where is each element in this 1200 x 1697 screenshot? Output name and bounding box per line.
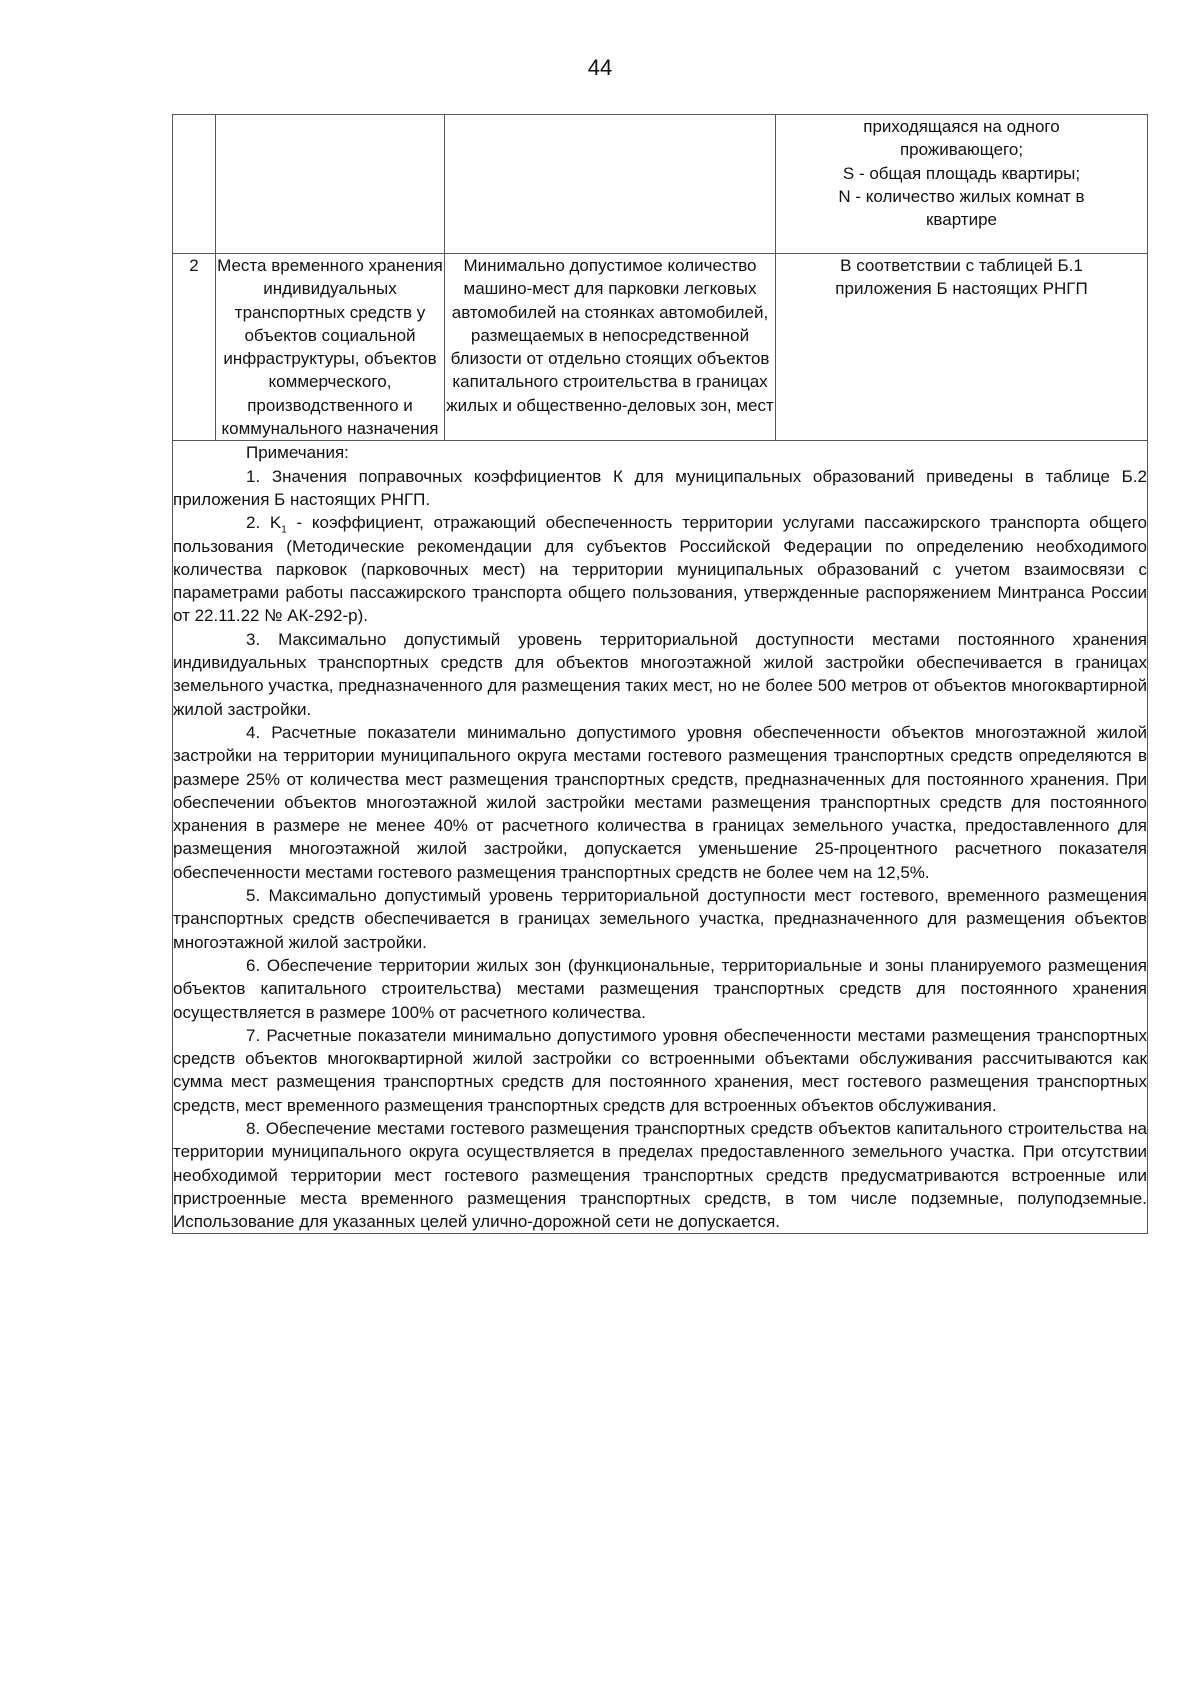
note-item: 1. Значения поправочных коэффициентов К для муниципальных образований приведены в таблице Б.2 приложения Б настоящих РНГП. <box>173 466 1147 509</box>
note-item: 8. Обеспечение местами гостевого размещения транспортных средств объектов капитального строительства на территории муниципального округа осуществляется в пределах предоставленного земельного участка. При отсутствии необходимой территории мест гостевого размещения транспортных средств предусматриваются встроенные или пристроенные места временного размещения транспортных средств, в том числе подземные, полуподземные. Использование для указанных целей улично-дорожной сети не допускается. <box>173 1118 1147 1232</box>
notes-title: Примечания: <box>246 443 349 463</box>
row-indicator-cell: Минимально допустимое количество машино-мест для парковки легковых автомобилей на стоянках автомобилей, размещаемых в непосредственной близости от отдельно стоящих объектов капитального строительства в границах жилых и общественно-деловых зон, мест <box>445 254 776 441</box>
table-row <box>173 254 1148 441</box>
note-item: 3. Максимально допустимый уровень территориальной доступности местами постоянного хранения индивидуальных транспортных средств для объектов многоэтажной жилой застройки обеспечивается в границах земельного участка, предназначенного для размещения таких мест, но не более 500 метров от объектов многоквартирной жилой застройки. <box>173 629 1147 719</box>
row-value-text: приходящаяся на одного проживающего; S - общая площадь квартиры; N - количество жилых комнат в квартире <box>838 117 1085 230</box>
row-value-cell <box>776 254 1148 441</box>
row-number-cell: 2 <box>173 254 216 441</box>
page-number: 44 <box>587 55 613 80</box>
notes-row <box>173 441 1148 1234</box>
row-name-cell: Места временного хранения индивидуальных транспортных средств у объектов социальной инфраструктуры, объектов коммерческого, производственного и коммунального назначения <box>216 254 445 441</box>
table-row-continued <box>173 115 1148 254</box>
row-indicator-cell <box>445 115 776 254</box>
note-item: 5. Максимально допустимый уровень территориальной доступности мест гостевого, временного размещения транспортных средств обеспечивается в границах земельного участка, предназначенного для размещения объектов многоэтажной жилой застройки. <box>173 886 1147 952</box>
note-k-subscript: 1 <box>281 524 287 536</box>
note-item: 7. Расчетные показатели минимально допустимого уровня обеспеченности местами размещения транспортных средств объектов многоквартирной жилой застройки со встроенными объектами обслуживания рассчитываются как сумма мест размещения транспортных средств для постоянного хранения, мест гостевого размещения транспортных средств, мест временного размещения транспортных средств для встроенных объектов обслуживания. <box>173 1025 1147 1115</box>
notes-cell <box>173 441 1148 1234</box>
note-item <box>173 511 1147 627</box>
note-item: 4. Расчетные показатели минимально допустимого уровня обеспеченности объектов многоэтажной жилой застройки на территории муниципального округа местами гостевого размещения транспортных средств определяются в размере 25% от количества мест размещения транспортных средств, предназначенных для постоянного хранения. При обеспечении объектов многоэтажной жилой застройки местами размещения транспортных средств для постоянного хранения в размере не менее 40% от расчетного количества в границах земельного участка, предоставленного для размещения многоэтажной жилой застройки, допускается уменьшение 25-процентного расчетного показателя обеспеченности местами гостевого размещения транспортных средств не более чем на 12,5%. <box>173 722 1147 882</box>
row-value-cell <box>776 115 1148 254</box>
note-k-symbol: 2. K <box>246 513 282 533</box>
row-value-text: В соответствии с таблицей Б.1 приложения Б настоящих РНГП <box>835 256 1088 299</box>
parking-standards-table <box>172 114 1148 1234</box>
row-number-cell <box>173 115 216 254</box>
note-item: 6. Обеспечение территории жилых зон (функциональные, территориальные и зоны планируемого размещения объектов капитального строительства) местами размещения транспортных средств для постоянного хранения осуществляется в размере 100% от расчетного количества. <box>173 955 1147 1022</box>
note-k-text: - коэффициент, отражающий обеспеченность территории услугами пассажирского транспорта общего пользования (Методические рекомендации для субъектов Российской Федерации по определению необходимого количества парковок (парковочных мест) на территории муниципальных образований с учетом взаимосвязи с параметрами работы пассажирского транспорта общего пользования, утвержденные распоряжением Минтранса России от 22.11.22 № АК-292-р). <box>173 513 1147 626</box>
row-name-cell <box>216 115 445 254</box>
